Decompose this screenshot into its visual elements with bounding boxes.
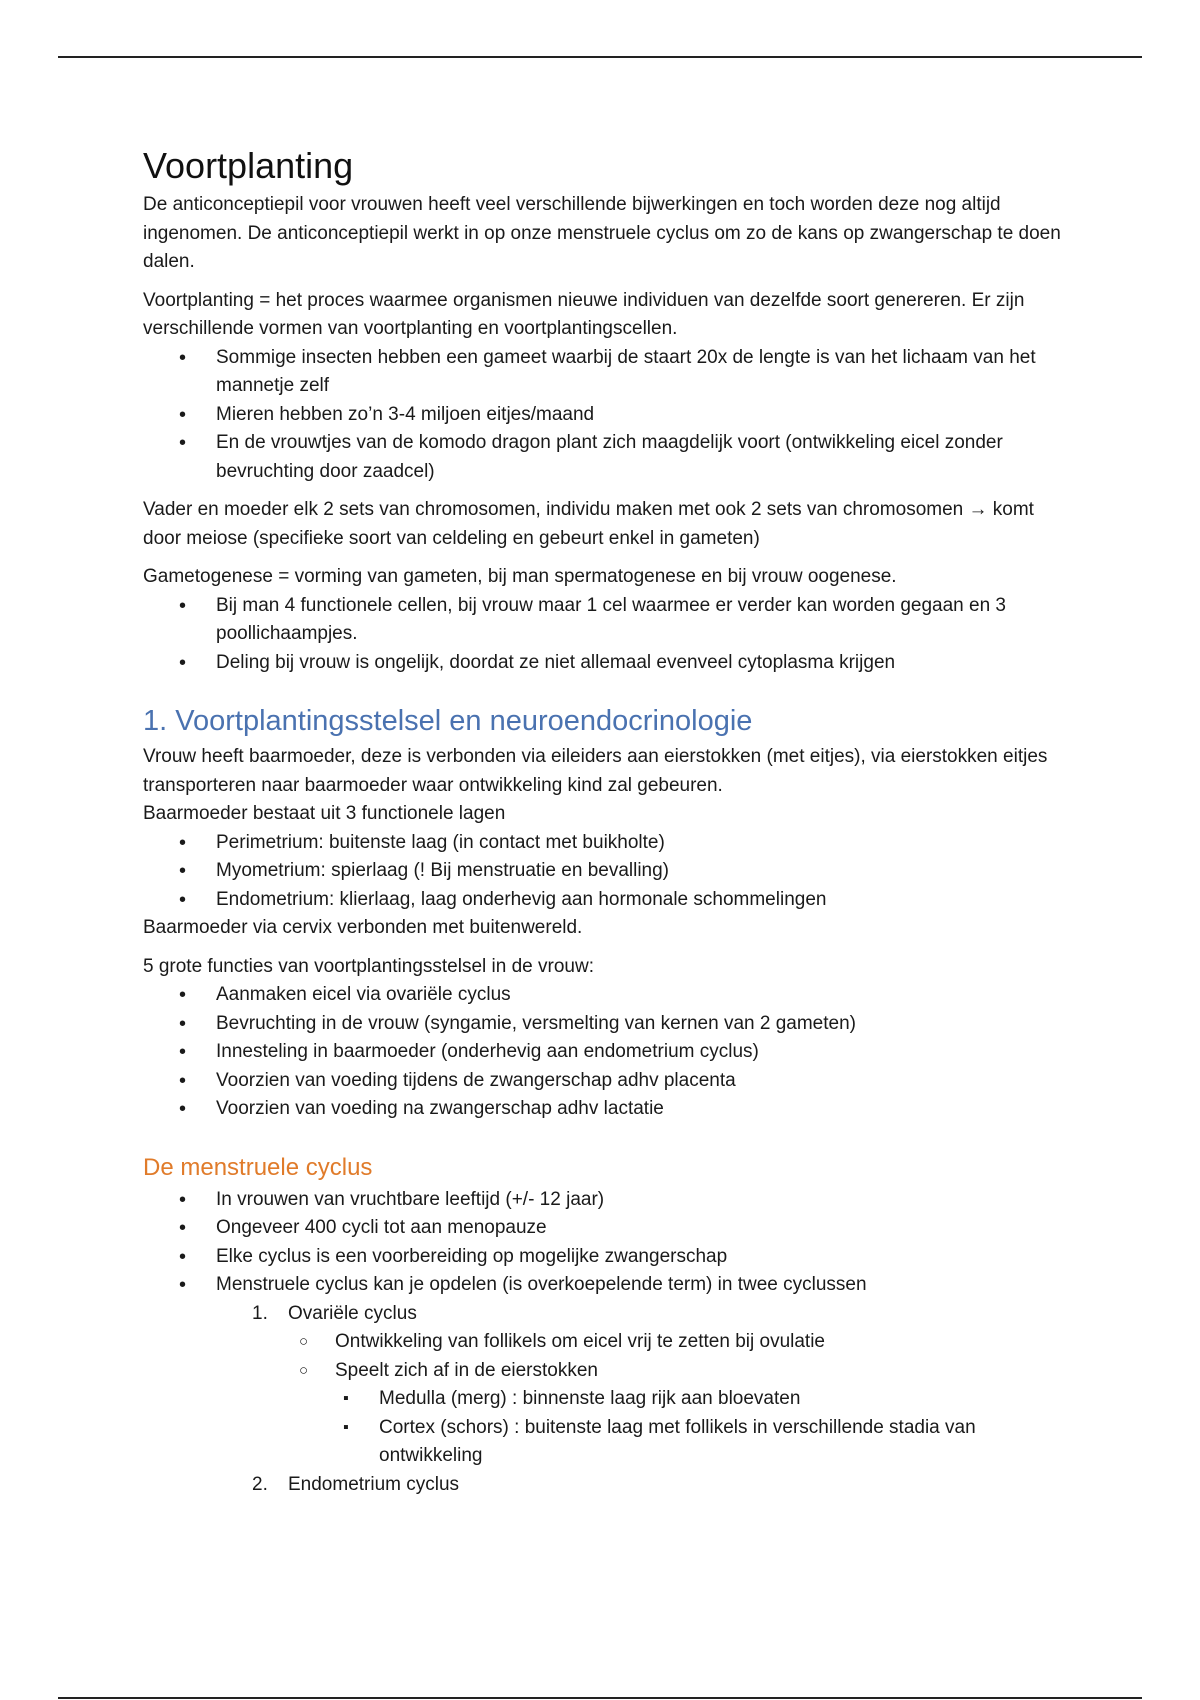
list-item: • Endometrium: klierlaag, laag onderhevig aan hormonale schommelingen [143, 886, 1063, 915]
list-item: • Innesteling in baarmoeder (onderhevig aan endometrium cyclus) [143, 1038, 1063, 1067]
list-item: • Ongeveer 400 cycli tot aan menopauze [143, 1214, 1063, 1243]
list-item: • Myometrium: spierlaag (! Bij menstruatie en bevalling) [143, 857, 1063, 886]
gametogenese-paragraph: Gametogenese = vorming van gameten, bij man spermatogenese en bij vrouw oogenese. [143, 566, 897, 587]
list-item: • Menstruele cyclus kan je opdelen (is overkoepelende term) in twee cyclussen [143, 1271, 1063, 1300]
functions-intro: 5 grote functies van voortplantingsstelsel in de vrouw: [143, 955, 594, 977]
layers-intro: Baarmoeder bestaat uit 3 functionele lagen [143, 803, 506, 824]
list-item: • Elke cyclus is een voorbereiding op mogelijke zwangerschap [143, 1243, 1063, 1272]
cycles-numbered-list [143, 1300, 1063, 1329]
ovary-layers-sublist [143, 1385, 1063, 1471]
uterus-paragraph: Vrouw heeft baarmoeder, deze is verbonden via eileiders aan eierstokken (met eitjes), via eierstokken eitjes transporteren naar baarmoeder waar ontwikkeling kind zal gebeuren. [143, 746, 1048, 796]
list-number: 1. [252, 1302, 268, 1324]
list-item: • Voorzien van voeding na zwangerschap adhv lactatie [143, 1095, 1063, 1124]
layers-list [143, 829, 1063, 915]
examples-list [143, 344, 1063, 487]
ovarian-sublist [143, 1328, 1063, 1385]
list-item: • Aanmaken eicel via ovariële cyclus [143, 981, 1063, 1010]
list-item: • Deling bij vrouw is ongelijk, doordat ze niet allemaal evenveel cytoplasma krijgen [143, 649, 1063, 678]
page-title: Voortplanting [143, 145, 354, 186]
cervix-paragraph: Baarmoeder via cervix verbonden met buitenwereld. [143, 917, 583, 938]
list-item: • Mieren hebben zo’n 3-4 miljoen eitjes/maand [143, 401, 1063, 430]
list-item: • En de vrouwtjes van de komodo dragon plant zich maagdelijk voort (ontwikkeling eicel zonder bevruchting door zaadcel) [143, 429, 1063, 486]
list-item: ○ Ontwikkeling van follikels om eicel vrij te zetten bij ovulatie [143, 1328, 1063, 1357]
list-item: • Bevruchting in de vrouw (syngamie, versmelting van kernen van 2 gameten) [143, 1010, 1063, 1039]
functions-list [143, 981, 1063, 1124]
list-item: ▪ Medulla (merg) : binnenste laag rijk aan bloevaten [143, 1385, 1063, 1414]
list-item: • In vrouwen van vruchtbare leeftijd (+/- 12 jaar) [143, 1186, 1063, 1215]
cycles-numbered-list-2 [143, 1471, 1063, 1500]
list-item: • Perimetrium: buitenste laag (in contact met buikholte) [143, 829, 1063, 858]
numbered-item-label: Ovariële cyclus [288, 1302, 417, 1324]
list-item: • Bij man 4 functionele cellen, bij vrouw maar 1 cel waarmee er verder kan worden gegaan en 3 poollichaampjes. [143, 592, 1063, 649]
list-item: • Sommige insecten hebben een gameet waarbij de staart 20x de lengte is van het lichaam van het mannetje zelf [143, 344, 1063, 401]
chromosomes-paragraph: Vader en moeder elk 2 sets van chromosomen, individu maken met ook 2 sets van chromosomen → komt door meiose (specifieke soort van celdeling en gebeurt enkel in gameten) [143, 499, 1034, 549]
header-rule [58, 56, 1142, 58]
cycle-list [143, 1186, 1063, 1300]
numbered-item-endometrium [143, 1471, 1063, 1500]
section-heading-menstrual-cycle: De menstruele cyclus [143, 1153, 373, 1181]
list-item: ▪ Cortex (schors) : buitenste laag met follikels in verschillende stadia van ontwikkeling [143, 1414, 1063, 1471]
numbered-item-ovarian [143, 1300, 1063, 1329]
intro-paragraph: De anticonceptiepil voor vrouwen heeft veel verschillende bijwerkingen en toch worden deze nog altijd ingenomen. De anticonceptiepil werkt in op onze menstruele cyclus om zo de kans op zwangerschap te doen dalen. [143, 194, 1061, 272]
definition-paragraph: Voortplanting = het proces waarmee organismen nieuwe individuen van dezelfde soort genereren. Er zijn verschillende vormen van voortplanting en voortplantingscellen. [143, 289, 1025, 339]
list-number: 2. [252, 1473, 268, 1495]
list-item: • Voorzien van voeding tijdens de zwangerschap adhv placenta [143, 1067, 1063, 1096]
section-heading-reproductive-system: 1. Voortplantingsstelsel en neuroendocrinologie [143, 705, 753, 737]
document-page [143, 145, 1063, 1499]
footer-rule [58, 1697, 1142, 1699]
numbered-item-label: Endometrium cyclus [288, 1473, 460, 1495]
gametogenese-list [143, 592, 1063, 678]
list-item: ○ Speelt zich af in de eierstokken [143, 1357, 1063, 1386]
